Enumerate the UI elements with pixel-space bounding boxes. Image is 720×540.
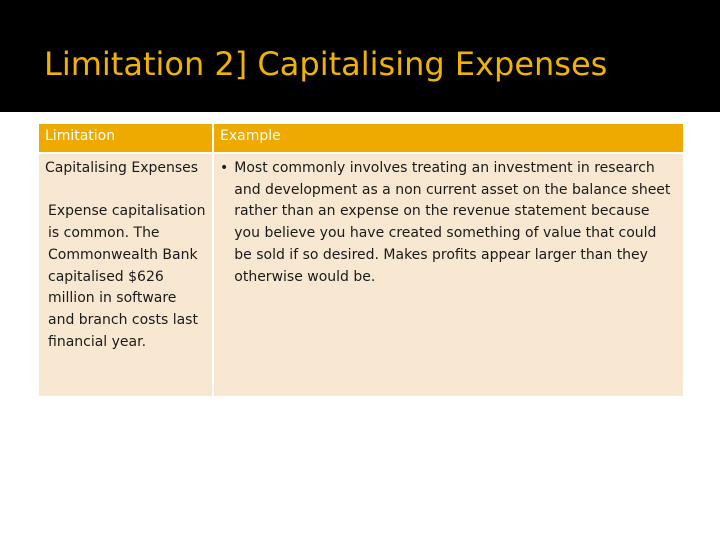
- table-row: [38, 153, 684, 397]
- limitation-title: Capitalising Expenses: [45, 160, 199, 176]
- example-item: [220, 158, 677, 288]
- bullet-icon: •: [220, 160, 229, 176]
- limitation-description: Expense capitalisation is common. The Commonwealth Bank capitalised $626 million in software and branch costs last financial year.: [48, 203, 206, 350]
- limitation-cell: [38, 153, 213, 397]
- title-bar: [0, 0, 720, 112]
- header-limitation: Limitation: [38, 123, 213, 153]
- spacer: [45, 180, 206, 202]
- limitation-table: [37, 122, 685, 398]
- example-text: Most commonly involves treating an investment in research and development as a non current asset on the balance sheet rather than an expense on the revenue statement because you believe you have created something of value that could be sold if so desired. Makes profits appear larger than they otherwise would be.: [234, 160, 671, 285]
- header-example: Example: [213, 123, 684, 153]
- table-header-row: [38, 123, 684, 153]
- example-cell: [213, 153, 684, 397]
- slide-title: Limitation 2] Capitalising Expenses: [44, 45, 608, 83]
